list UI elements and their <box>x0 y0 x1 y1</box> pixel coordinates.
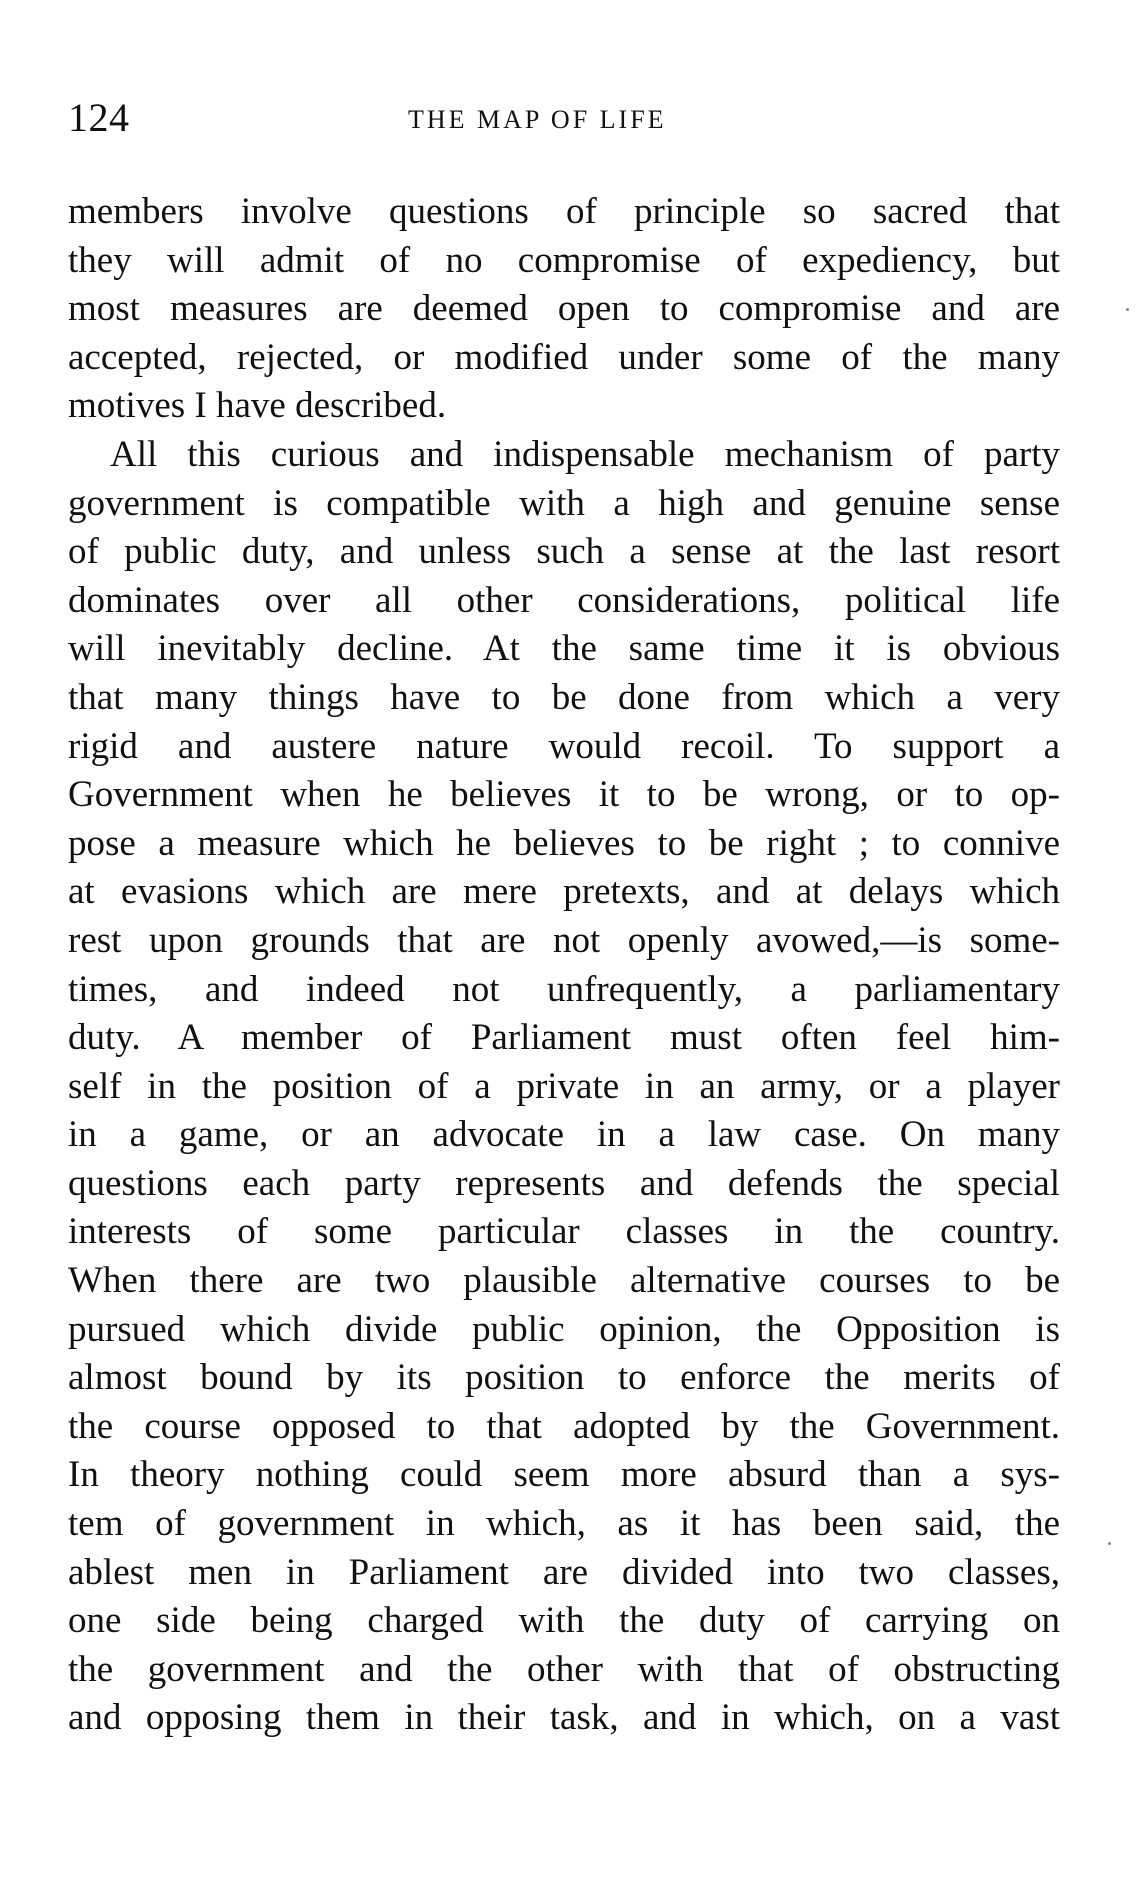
text-line-14: pose a measure which he believes to be right ; to connive <box>68 822 1060 864</box>
text-line-26: the course opposed to that adopted by the Government. <box>68 1405 1060 1447</box>
body-text <box>68 188 1060 1743</box>
text-line-29: ablest men in Parliament are divided into two classes, <box>68 1551 1060 1593</box>
text-line-15: at evasions which are mere pretexts, and at delays which <box>68 871 1060 913</box>
text-line-24: pursued which divide public opinion, the Opposition is <box>68 1308 1060 1350</box>
text-line-2: they will admit of no compromise of expediency, but <box>68 239 1060 281</box>
text-line-7: government is compatible with a high and genuine sense <box>68 482 1060 524</box>
text-line-20: in a game, or an advocate in a law case. On many <box>68 1114 1060 1156</box>
text-line-5: motives I have described. <box>68 385 447 427</box>
text-line-28: tem of government in which, as it has been said, the <box>68 1503 1060 1545</box>
text-line-1: members involve questions of principle so sacred that <box>68 191 1060 232</box>
text-line-9: dominates over all other considerations, political life <box>68 579 1060 621</box>
text-line-6: All this curious and indispensable mechanism of party <box>110 433 1060 475</box>
text-line-21: questions each party represents and defends the special <box>68 1162 1060 1204</box>
page-number: 124 <box>68 95 130 140</box>
paper-speck <box>1126 308 1129 311</box>
text-line-30: one side being charged with the duty of carrying on <box>68 1600 1060 1642</box>
text-line-10: will inevitably decline. At the same time it is obvious <box>68 628 1060 670</box>
text-line-22: interests of some particular classes in the country. <box>68 1211 1060 1253</box>
text-line-18: duty. A member of Parliament must often feel him- <box>68 1017 1060 1059</box>
text-line-27: In theory nothing could seem more absurd than a sys- <box>68 1454 1060 1496</box>
text-line-19: self in the position of a private in an army, or a player <box>68 1065 1060 1107</box>
running-head <box>68 92 1068 152</box>
text-line-23: When there are two plausible alternative courses to be <box>68 1260 1060 1302</box>
text-line-13: Government when he believes it to be wrong, or to op- <box>68 774 1060 816</box>
running-title: THE MAP OF LIFE <box>408 105 667 134</box>
text-line-31: the government and the other with that of obstructing <box>68 1648 1060 1690</box>
text-line-17: times, and indeed not unfrequently, a parliamentary <box>68 968 1060 1010</box>
text-line-11: that many things have to be done from which a very <box>68 676 1060 718</box>
text-line-25: almost bound by its position to enforce the merits of <box>68 1357 1060 1399</box>
text-line-12: rigid and austere nature would recoil. To support a <box>68 725 1060 767</box>
text-line-4: accepted, rejected, or modified under some of the many <box>68 336 1060 378</box>
text-line-32: and opposing them in their task, and in which, on a vast <box>68 1697 1060 1739</box>
text-line-3: most measures are deemed open to compromise and are <box>68 288 1060 330</box>
text-line-16: rest upon grounds that are not openly avowed,—is some- <box>68 919 1060 961</box>
paper-speck <box>1108 1542 1111 1545</box>
text-line-8: of public duty, and unless such a sense at the last resort <box>68 531 1060 573</box>
